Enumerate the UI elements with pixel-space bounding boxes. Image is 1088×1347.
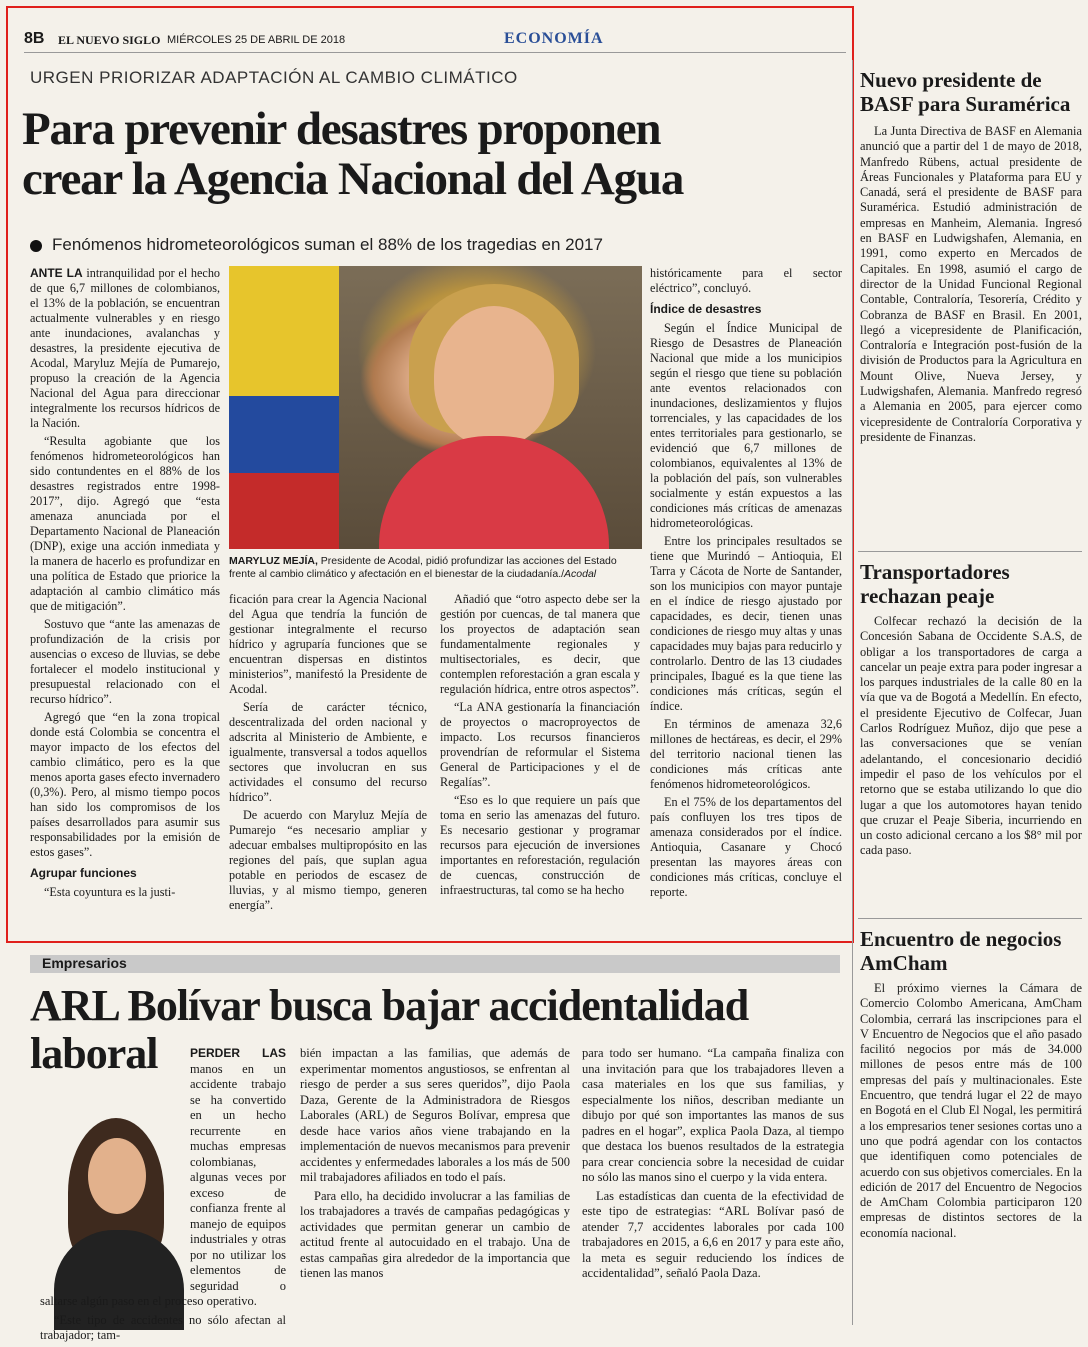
- deck-text: Fenómenos hidrometeorológicos suman el 88% de los tragedias en 2017: [52, 235, 603, 254]
- paragraph: Entre los principales resultados se tiene que Murindó – Antioquia, El Tarra y Cácota de Norte de Santander, son los municipios con mayor puntaje en el índice de riesgo ajustado por capacidades, es decir, tienen unas condiciones de riesgo muy altas y unas capacidades muy bajas para reducirlo y controlarlo. Dentro de las 13 ciudades principales, Ibagué es la que tiene las condiciones más críticas, según el índice.: [650, 534, 842, 713]
- article-column-3: [582, 1046, 844, 1285]
- headline-line-1: Para prevenir desastres proponen: [22, 103, 661, 155]
- article-headline: [22, 104, 852, 204]
- section-bar: [30, 955, 840, 973]
- paragraph: Colfecar rechazó la decisión de la Concesión Sabana de Occidente S.A.S, de obligar a los transportadores de carga a cancelar un peaje extra para poder ingresar a los parques industriales de la calle 80 en la vía que va de Bogotá a Medellín. En efecto, el presidente Ejecutivo de Colfecar, Juan Carlos Rodríguez Muñoz, dijo que pese a las conversaciones que se venían adelantando, el concesionario decidió impedir el paso de los vehículos por el retorno que se estaba utilizando lo que dio lugar a que los automotores hayan tenido que cruzar el Peaje Siberia, incurriendo en un costo adicional cercano a los $8° mil por cada paso.: [860, 614, 1082, 858]
- sidebar-separator: [858, 551, 1082, 552]
- sidebar-headline: Nuevo presidente de BASF para Suramérica: [860, 68, 1071, 116]
- photo-wrap-space: [40, 1108, 190, 1292]
- section-name: ECONOMÍA: [504, 30, 604, 47]
- page-number: 8B: [24, 30, 45, 47]
- article-column-1: [40, 1046, 286, 1347]
- issue-date: MIÉRCOLES 25 DE ABRIL DE 2018: [167, 34, 346, 46]
- paragraph: “Eso es lo que requiere un país que toma en serio las amenazas del futuro. Es necesario gestionar y programar recursos para ejecución de inversiones importantes en reforestación, regulación de cuencas, construcción de infraestructuras, tal como se ha hecho: [440, 793, 640, 897]
- paragraph: Añadió que “otro aspecto debe ser la gestión por cuencas, de tal manera que los proyectos de adaptación sean fundamentalmente regionales y multisectoriales, es decir, que contemplen reforestación a gran escala y regulación hídrica, entre otros aspectos”.: [440, 592, 640, 696]
- article-headline: ARL Bolívar busca bajar accidentalidad laboral: [30, 981, 749, 1078]
- photo-torso: [379, 436, 609, 549]
- sidebar-headline: Encuentro de negocios AmCham: [860, 927, 1062, 975]
- section-bar-label: Empresarios: [42, 955, 127, 971]
- paragraph: Las estadísticas dan cuenta de la efectividad de este tipo de estrategias: “ARL Bolívar pasó de atender 7,7 accidentes laborales por cada 100 trabajadores en 2015, a 6,6 en 2017 y para este año, la meta es seguir reduciendo los índices de accidentalidad”, señaló Paola Daza.: [582, 1188, 844, 1280]
- article-column-2: [300, 1046, 570, 1285]
- paragraph: De acuerdo con Maryluz Mejía de Pumarejo “es necesario ampliar y adecuar embalses multipropósito en las regiones del país, que suplan agua potable en periodos de escasez de lluvias, y al mismo tiempo, generen energía”.: [229, 808, 427, 912]
- paragraph: El próximo viernes la Cámara de Comercio Colombo Americana, AmCham Colombia, cerrará las inscripciones para el V Encuentro de Negocios que el año pasado facilitó negocios por más de 34.000 millones de pesos entre más de 100 empresas del país y multinacionales. Este Encuentro, que tendrá lugar el 22 de mayo en Bogotá en el Club El Nogal, les permitirá a los empresarios tener sesiones cortas uno a uno que podrá agendar con los contactos que identifiquen como potenciales de acuerdo con sus objetivos comerciales. En la edición de 2017 del Encuentro de Negocios de AmCham Colombia participaron 120 empresas de distintos sectores de la economía nacional.: [860, 981, 1082, 1240]
- paragraph: Agregó que “en la zona tropical donde está Colombia se concentra el mayor impacto de los efectos del cambio climático, pero es la que menos aporta gases efecto invernadero (0,3%). Pero, al mismo tiempo pocos han sido los compromisos de los países desarrollados para asumir sus responsabilidades por la emisión de estos gases”.: [30, 710, 220, 859]
- article-kicker: URGEN PRIORIZAR ADAPTACIÓN AL CAMBIO CLIMÁTICO: [30, 68, 518, 87]
- caption-name: MARYLUZ MEJÍA,: [229, 555, 318, 567]
- lead-in: ANTE LA: [30, 266, 83, 280]
- photo-face: [434, 306, 554, 446]
- sidebar-separator: [858, 918, 1082, 919]
- paragraph: “Este tipo de accidentes no sólo afectan al trabajador; tam-: [40, 1312, 286, 1342]
- sidebar-peaje: [860, 560, 1082, 859]
- paragraph: Para ello, ha decidido involucrar a las familias de los trabajadores a través de campañas pedagógicas y actividades que permitan generar un cambio de actitud frente al autocuidado en el trabajo. Una de estas campañas gira alrededor de la importancia que tienen las manos: [300, 1188, 570, 1280]
- sidebar-text: [860, 614, 1082, 859]
- subhead: Índice de desastres: [650, 302, 762, 316]
- paragraph: para todo ser humano. “La campaña finaliza con una invitación para que los trabajadores lleven a casa materiales en los que sus familias, y especialmente los niños, describan mediante un dibujo por qué son importantes las manos de sus padres en el hogar”, explica Paola Daza, al tiempo que destaca los buenos resultados de la estrategia para crear conciencia sobre la necesidad de cuidar no sólo las manos sino el cuerpo y la vida entera.: [582, 1046, 844, 1184]
- sidebar-headline: Transportadores rechazan peaje: [860, 560, 1010, 608]
- sidebar-divider: [852, 60, 853, 1325]
- paragraph: En términos de amenaza 32,6 millones de hectáreas, es decir, el 29% del territorio nacional tienen las condiciones más críticas ante fenómenos hidrometeorológicos.: [650, 717, 842, 791]
- colombian-flag: [229, 266, 339, 549]
- article-column-3: [440, 592, 640, 901]
- paragraph: “Resulta agobiante que los fenómenos hidrometeorológicos han sido contundentes en el 88% de los desastres registrados entre 1998-2017”, dijo. Agregó que “esta amenaza anunciada por el Departamento Nacional de Planeación (DNP), exige una acción inmediata y la manera de hacerlo es profundizar en una política de Estado que priorice la adaptación al cambio climático más que de mitigación”.: [30, 434, 220, 613]
- sidebar-amcham: [860, 927, 1082, 1241]
- paragraph: bién impactan a las familias, que además de experimentar momentos angustiosos, se enfrentan al riesgo de perder a sus seres queridos”, dijo Paola Daza, Gerente de la Administradora de Riesgos Laborales (ARL) de Seguros Bolívar, empresa que desde hace varios años viene trabajando en la implementación de nuevos mecanismos para prevenir accidentes y enfermedades laborales a los más de 500 mil trabajadores afiliados en todo el país.: [300, 1046, 570, 1184]
- article-deck: [30, 235, 603, 255]
- sidebar-basf: [860, 68, 1082, 445]
- paragraph: En el 75% de los departamentos del país confluyen los tres tipos de amenaza considerados por el índice. Antioquia, Casanare y Chocó presentan las mayores áreas con condiciones más críticas, concluye el reporte.: [650, 795, 842, 899]
- paragraph: La Junta Directiva de BASF en Alemania anunció que a partir del 1 de mayo de 2018, Manfredo Rübens, actual presidente de Áreas Funcionales y Plataforma para EU y Canadá, será el presidente de BASF para Suramérica. Estudió administración de empresas en Manheim, Alemania. Ingresó en BASF en Ludwigshafen, Alemania, en 1991, como experto en Mercados de Capitales. En 1998, asumió el cargo de director de la Unidad Funcional Regional Contable, Contraloría, Tesorería, Crédito y Cobranza de BASF en Brasil. En 2001, llegó a vicepresidente de Planificación, Contraloría e Integración post-fusión de la división de Productos para la Agricultura en Mount Olive, Nueva Jersey, y Ludwigshafen, Alemania. Manfredo regresó a Alemania en 2005, para ejercer como vicepresidente de Contraloría Corporativa y presidente de Finanzas.: [860, 124, 1082, 444]
- article-column-2: [229, 592, 427, 916]
- paragraph: históricamente para el sector eléctrico”, concluyó.: [650, 266, 842, 295]
- paragraph: “Esta coyuntura es la justi-: [44, 885, 176, 899]
- masthead: [24, 30, 846, 53]
- caption-text: Presidente de Acodal, pidió profundizar las acciones del Estado frente al cambio climático y afectación en el bienestar de la ciudadanía./: [229, 555, 617, 580]
- subhead: Agrupar funciones: [30, 866, 137, 880]
- paragraph: Según el Índice Municipal de Riesgo de Desastres de Planeación Nacional que mide a los municipios según el riesgo que tiene su población ante eventos relacionados con inundaciones, deslizamientos y flujos torrenciales, y las capacidades de los entes territoriales para gestionarlo, se evidenció que 6,7 millones de colombianos, equivalentes al 13% de la población del país, son vulnerables socialmente y están expuestos a las condiciones más críticas de amenazas hidrometeorológicas.: [650, 321, 842, 530]
- lead-in: PERDER LAS: [190, 1046, 286, 1060]
- paragraph-text: manos en un accidente trabajo se ha convertido en un hecho recurrente en muchas empresas colombianas, algunas veces por exceso de confianza frente al manejo de equipos industriales y otras por no utilizar los elementos de seguridad o saltarse algún paso en el proceso operativo.: [40, 1061, 286, 1308]
- article-column-4: [650, 266, 842, 903]
- paragraph: Sería de carácter técnico, descentralizada del orden nacional y adscrita al Ministerio de Ambiente, e igualmente, transversal a todos aquellos sectores que involucran en sus actividades el consumo del recurso hídrico”.: [229, 700, 427, 804]
- sidebar-text: [860, 981, 1082, 1241]
- caption-credit: Acodal: [564, 568, 597, 580]
- article-photo: [229, 266, 642, 549]
- paragraph-text: intranquilidad por el hecho de que 6,7 millones de colombianos, el 13% de la población, se encuentran actualmente vulnerables y en riesgo ante inundaciones, avalanchas y desastres, la presidente ejecutiva de Acodal, Maryluz Mejía de Pumarejo, propuso la creación de la Agencia Nacional del Agua para direccionar integralmente los recursos hídricos de la Nación.: [30, 266, 221, 430]
- bullet-icon: [30, 240, 42, 252]
- photo-caption: [229, 555, 642, 581]
- headline-line-2: crear la Agencia Nacional del Agua: [22, 153, 684, 205]
- sidebar-text: [860, 124, 1082, 445]
- paragraph: Sostuvo que “ante las amenazas de profundización de la crisis por ausencias o exceso de lluvias, se debe fortalecer el modelo institucional y presupuestal relacionado con el recurso hídrico”.: [30, 617, 220, 706]
- article-column-1: [30, 266, 220, 903]
- paragraph: “La ANA gestionaría la financiación de proyectos o macroproyectos de impacto. Los recursos financieros provendrían de reformular el Sistema General de Participaciones y el de Regalías”.: [440, 700, 640, 789]
- newspaper-name: EL NUEVO SIGLO: [58, 33, 161, 47]
- paragraph: ficación para crear la Agencia Nacional del Agua que tendría la función de gestionar integralmente el recurso hídrico y agruparía funciones que se encuentran dispersas en distintos ministerios”, manifestó la Presidente de Acodal.: [229, 592, 427, 696]
- paragraph: [30, 266, 220, 431]
